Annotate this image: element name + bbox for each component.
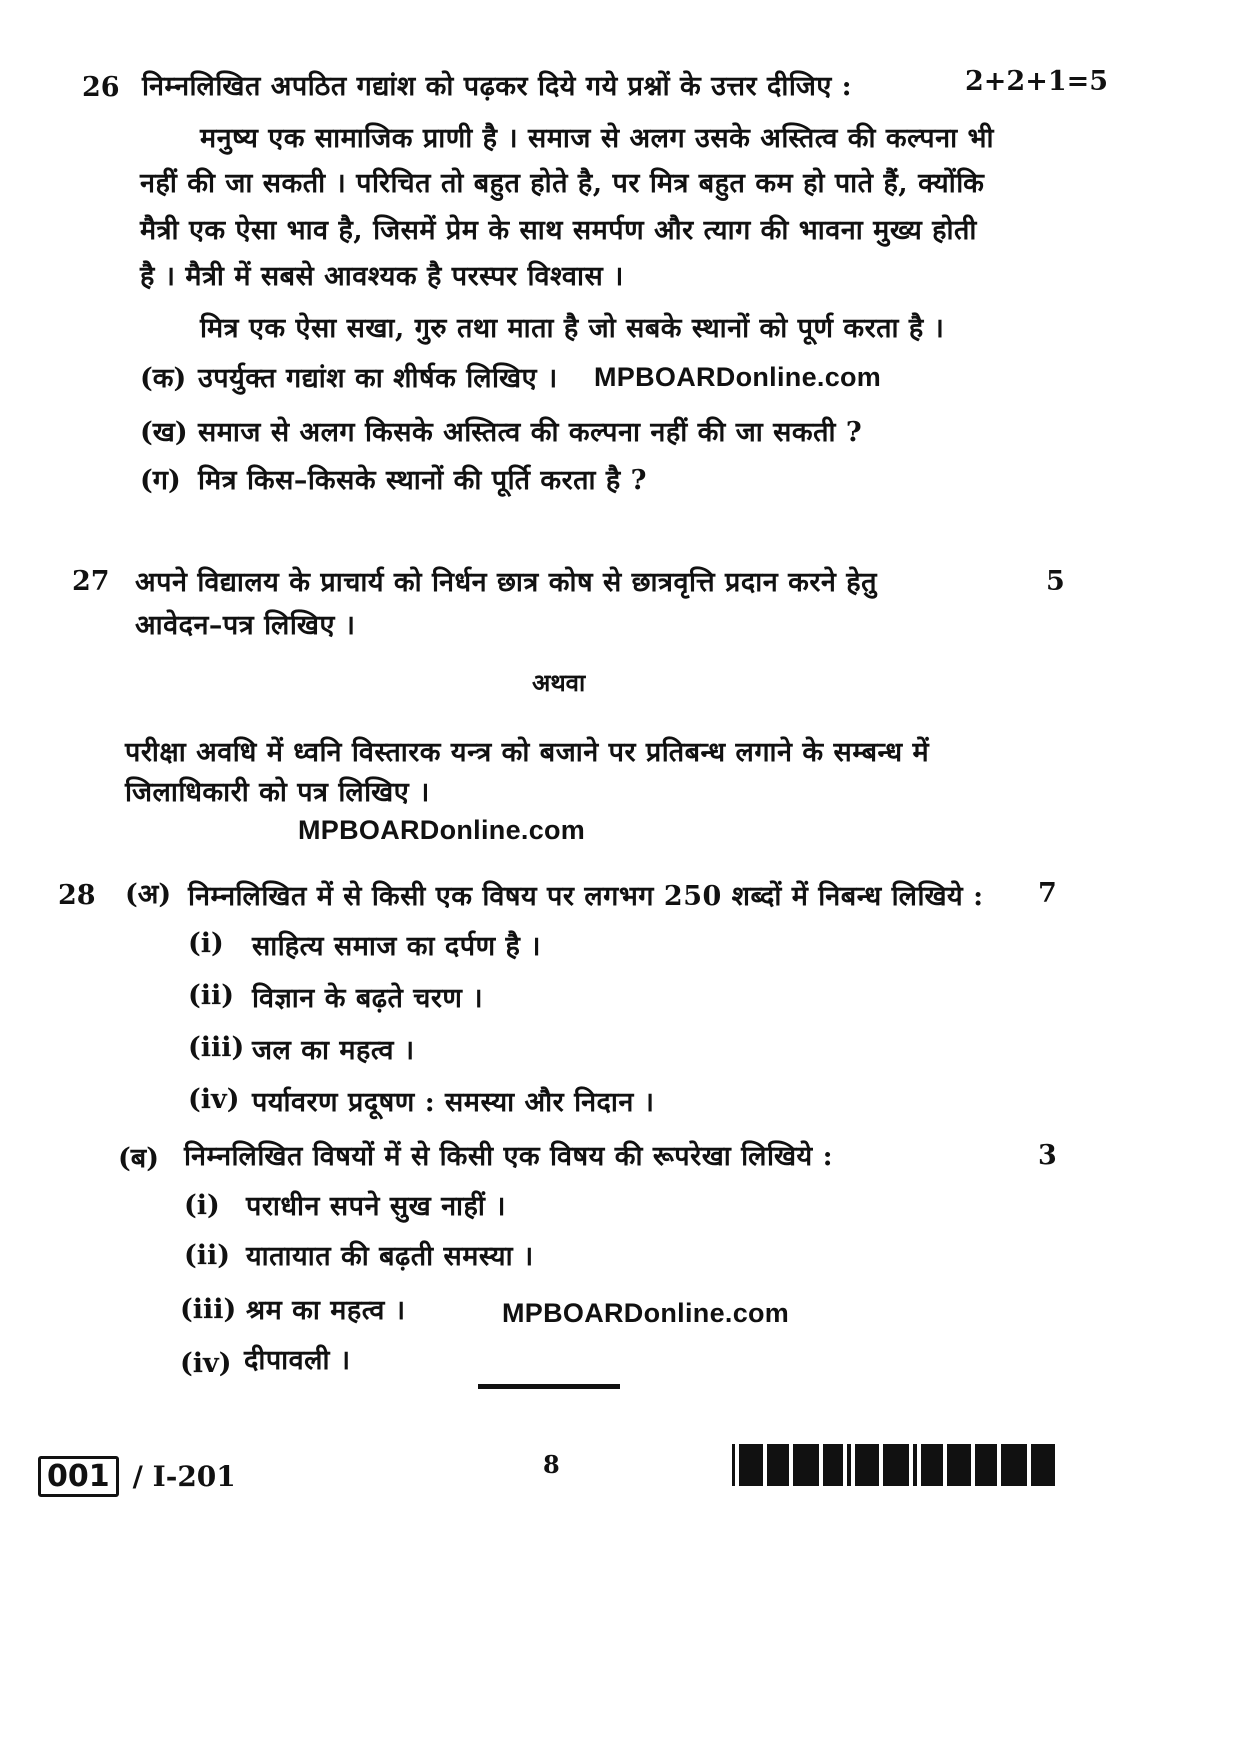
question-number-28: 28 bbox=[58, 880, 96, 911]
topic-number: (iv) bbox=[180, 1348, 232, 1379]
barcode bbox=[732, 1444, 1059, 1486]
q27-line: अपने विद्यालय के प्राचार्य को निर्धन छात्र कोष से छात्रवृत्ति प्रदान करने हेतु bbox=[135, 567, 877, 598]
passage-line: मित्र एक ऐसा सखा, गुरु तथा माता है जो सबके स्थानों को पूर्ण करता है । bbox=[200, 313, 945, 344]
section-a-label: (अ) bbox=[125, 879, 172, 910]
paper-id: / I-201 bbox=[132, 1460, 236, 1493]
topic-number: (i) bbox=[184, 1190, 220, 1221]
watermark: MPBOARDonline.com bbox=[594, 362, 882, 392]
section-a-marks: 7 bbox=[1038, 878, 1057, 909]
topic-number: (ii) bbox=[184, 1240, 231, 1271]
q27-marks: 5 bbox=[1046, 566, 1065, 597]
outline-topic: दीपावली । bbox=[244, 1345, 351, 1376]
passage-line: है । मैत्री में सबसे आवश्यक है परस्पर विश्वास । bbox=[140, 261, 624, 292]
topic-number: (iii) bbox=[188, 1032, 245, 1063]
sub-question-label: (ख) bbox=[140, 417, 188, 448]
q27-line: आवेदन–पत्र लिखिए । bbox=[135, 610, 356, 641]
or-separator: अथवा bbox=[532, 668, 586, 697]
passage-line: मनुष्य एक सामाजिक प्राणी है । समाज से अलग उसके अस्तित्व की कल्पना भी bbox=[200, 123, 994, 154]
essay-topic: पर्यावरण प्रदूषण : समस्या और निदान । bbox=[252, 1087, 655, 1118]
section-b-marks: 3 bbox=[1038, 1140, 1057, 1171]
passage-line: मैत्री एक ऐसा भाव है, जिसमें प्रेम के साथ समर्पण और त्याग की भावना मुख्य होती bbox=[140, 215, 977, 246]
essay-topic: साहित्य समाज का दर्पण है । bbox=[252, 931, 541, 962]
section-a-instruction: निम्नलिखित में से किसी एक विषय पर लगभग 250 शब्दों में निबन्ध लिखिये : bbox=[188, 881, 984, 912]
topic-number: (i) bbox=[188, 928, 224, 959]
sub-question-label: (क) bbox=[140, 363, 187, 394]
paper-set-code: 001 bbox=[38, 1456, 119, 1497]
q27-alt-line: परीक्षा अवधि में ध्वनि विस्तारक यन्त्र को बजाने पर प्रतिबन्ध लगाने के सम्बन्ध में bbox=[125, 737, 930, 768]
q26-marks: 2+2+1=5 bbox=[965, 66, 1109, 97]
sub-question-text: समाज से अलग किसके अस्तित्व की कल्पना नहीं की जा सकती ? bbox=[198, 417, 863, 448]
footer-paper-code bbox=[38, 1456, 236, 1497]
question-number-26: 26 bbox=[82, 72, 120, 103]
page-number: 8 bbox=[543, 1450, 560, 1479]
essay-topic: विज्ञान के बढ़ते चरण । bbox=[252, 983, 484, 1014]
section-b-label: (ब) bbox=[118, 1143, 159, 1174]
topic-number: (iii) bbox=[180, 1294, 237, 1325]
outline-topic: पराधीन सपने सुख नाहीं । bbox=[246, 1191, 507, 1222]
question-number-27: 27 bbox=[72, 566, 110, 597]
q27-alt-line: जिलाधिकारी को पत्र लिखिए । bbox=[125, 777, 430, 808]
passage-line: नहीं की जा सकती । परिचित तो बहुत होते है, पर मित्र बहुत कम हो पाते हैं, क्योंकि bbox=[140, 168, 985, 199]
outline-topic: यातायात की बढ़ती समस्या । bbox=[246, 1241, 534, 1272]
outline-topic: श्रम का महत्व । bbox=[246, 1295, 406, 1326]
q26-instruction: निम्नलिखित अपठित गद्यांश को पढ़कर दिये गये प्रश्नों के उत्तर दीजिए : bbox=[142, 71, 853, 102]
sub-question-label: (ग) bbox=[140, 465, 181, 496]
essay-topic: जल का महत्व । bbox=[252, 1035, 415, 1066]
sub-question-text: उपर्युक्त गद्यांश का शीर्षक लिखिए । bbox=[198, 363, 558, 394]
watermark: MPBOARDonline.com bbox=[502, 1298, 790, 1328]
end-divider bbox=[478, 1384, 620, 1389]
sub-question-text: मित्र किस–किसके स्थानों की पूर्ति करता है ? bbox=[198, 465, 647, 496]
section-b-instruction: निम्नलिखित विषयों में से किसी एक विषय की रूपरेखा लिखिये : bbox=[184, 1141, 834, 1172]
watermark: MPBOARDonline.com bbox=[298, 815, 586, 845]
topic-number: (iv) bbox=[188, 1084, 240, 1115]
topic-number: (ii) bbox=[188, 980, 235, 1011]
